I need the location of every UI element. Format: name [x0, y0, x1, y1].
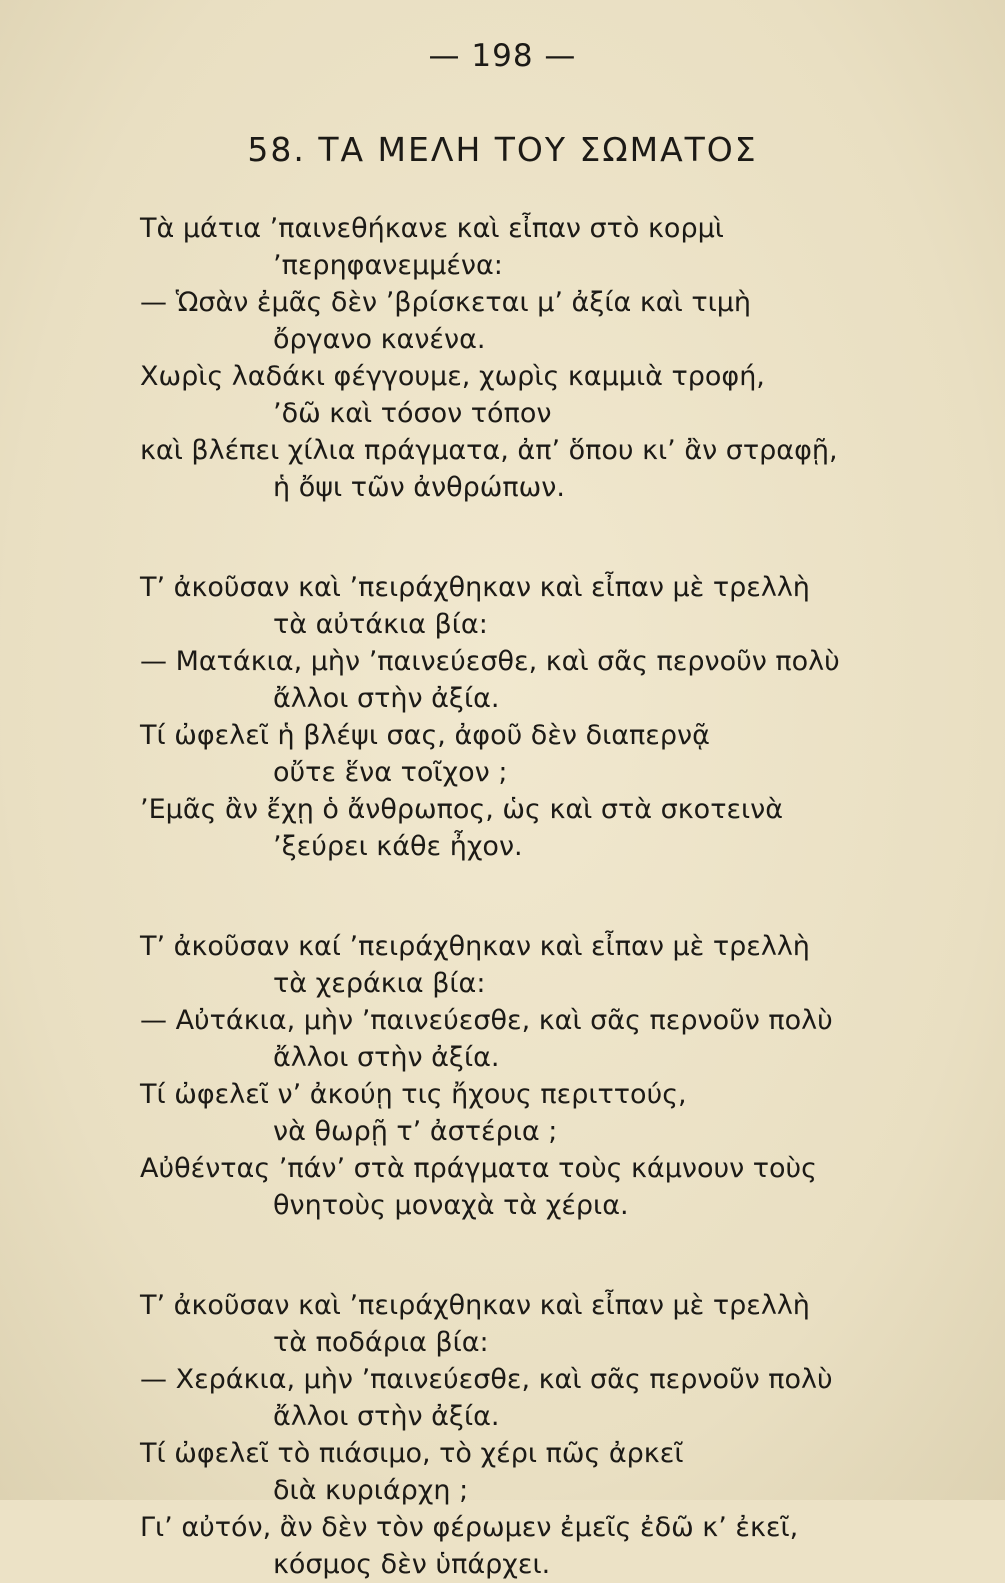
poem-line: οὔτε ἕνα τοῖχον ;: [273, 757, 508, 788]
poem-body: [140, 210, 940, 1583]
poem-line: τὰ χεράκια βία:: [273, 968, 486, 999]
poem-line: τὰ αὐτάκια βία:: [273, 609, 488, 640]
poem-title: 58. ΤΑ ΜΕΛΗ ΤΟΥ ΣΩΜΑΤΟΣ: [247, 130, 758, 169]
poem-line: — Αὐτάκια, μὴν ʼπαινεύεσθε, καὶ σᾶς περνοῦν πολὺ: [140, 1005, 833, 1036]
poem-line: ʼπερηφανεμμένα:: [273, 250, 503, 281]
poem-line: — Ὡσὰν ἐμᾶς δὲν ʼβρίσκεται μʼ ἀξία καὶ τιμὴ: [140, 287, 752, 318]
stanza-spacer: [140, 1224, 940, 1287]
poem-line: Αὐθέντας ʼπάνʼ στὰ πράγματα τοὺς κάμνουν τοὺς: [140, 1153, 818, 1184]
poem-line: Τί ὠφελεῖ νʼ ἀκούῃ τις ἤχους περιττούς,: [140, 1079, 687, 1110]
poem-line: Τί ὠφελεῖ ἡ βλέψι σας, ἀφοῦ δὲν διαπερνᾷ: [140, 720, 710, 751]
stanza-spacer: [140, 506, 940, 569]
poem-line: — Χεράκια, μὴν ʼπαινεύεσθε, καὶ σᾶς περνοῦν πολὺ: [140, 1364, 833, 1395]
stanza-2: [140, 569, 940, 865]
poem-line: ʼξεύρει κάθε ἦχον.: [273, 831, 523, 862]
poem-line: κόσμος δὲν ὑπάρχει.: [273, 1549, 551, 1580]
poem-line: Χωρὶς λαδάκι φέγγουμε, χωρὶς καμμιὰ τροφή,: [140, 361, 765, 392]
poem-line: νὰ θωρῇ τʼ ἀστέρια ;: [273, 1116, 558, 1147]
poem-line: τὰ ποδάρια βία:: [273, 1327, 489, 1358]
poem-line: Τὰ μάτια ʼπαινεθήκανε καὶ εἶπαν στὸ κορμὶ: [140, 213, 724, 244]
poem-line: ἄλλοι στὴν ἀξία.: [273, 683, 500, 714]
poem-line: Γιʼ αὐτόν, ἂν δὲν τὸν φέρωμεν ἐμεῖς ἐδῶ κʼ ἐκεῖ,: [140, 1512, 799, 1543]
stanza-spacer: [140, 865, 940, 928]
poem-line: διὰ κυριάρχη ;: [273, 1475, 469, 1506]
poem-line: Τʼ ἀκοῦσαν καί ʼπειράχθηκαν καὶ εἶπαν μὲ τρελλὴ: [140, 931, 810, 962]
poem-line: ʼδῶ καὶ τόσον τόπον: [273, 398, 552, 429]
poem-line: — Ματάκια, μὴν ʼπαινεύεσθε, καὶ σᾶς περνοῦν πολὺ: [140, 646, 840, 677]
poem-line: ὄργανο κανένα.: [273, 324, 486, 355]
stanza-3: [140, 928, 940, 1224]
poem-line: Τʼ ἀκοῦσαν καὶ ʼπειράχθηκαν καὶ εἶπαν μὲ τρελλὴ: [140, 572, 810, 603]
poem-line: θνητοὺς μοναχὰ τὰ χέρια.: [273, 1190, 629, 1221]
poem-line: καὶ βλέπει χίλια πράγματα, ἀπʼ ὅπου κιʼ ἂν στραφῇ,: [140, 435, 838, 466]
stanza-4: [140, 1287, 940, 1583]
page-number: — 198 —: [428, 38, 577, 74]
poem-line: ἡ ὄψι τῶν ἀνθρώπων.: [273, 472, 565, 503]
poem-line: ἄλλοι στὴν ἀξία.: [273, 1042, 500, 1073]
stanza-1: [140, 210, 940, 506]
poem-line: ʼΕμᾶς ἂν ἔχῃ ὁ ἄνθρωπος, ὡς καὶ στὰ σκοτεινὰ: [140, 794, 784, 825]
poem-line: Τί ὠφελεῖ τὸ πιάσιμο, τὸ χέρι πῶς ἀρκεῖ: [140, 1438, 684, 1469]
poem-line: Τʼ ἀκοῦσαν καὶ ʼπειράχθηκαν καὶ εἶπαν μὲ τρελλὴ: [140, 1290, 810, 1321]
poem-line: ἄλλοι στὴν ἀξία.: [273, 1401, 500, 1432]
